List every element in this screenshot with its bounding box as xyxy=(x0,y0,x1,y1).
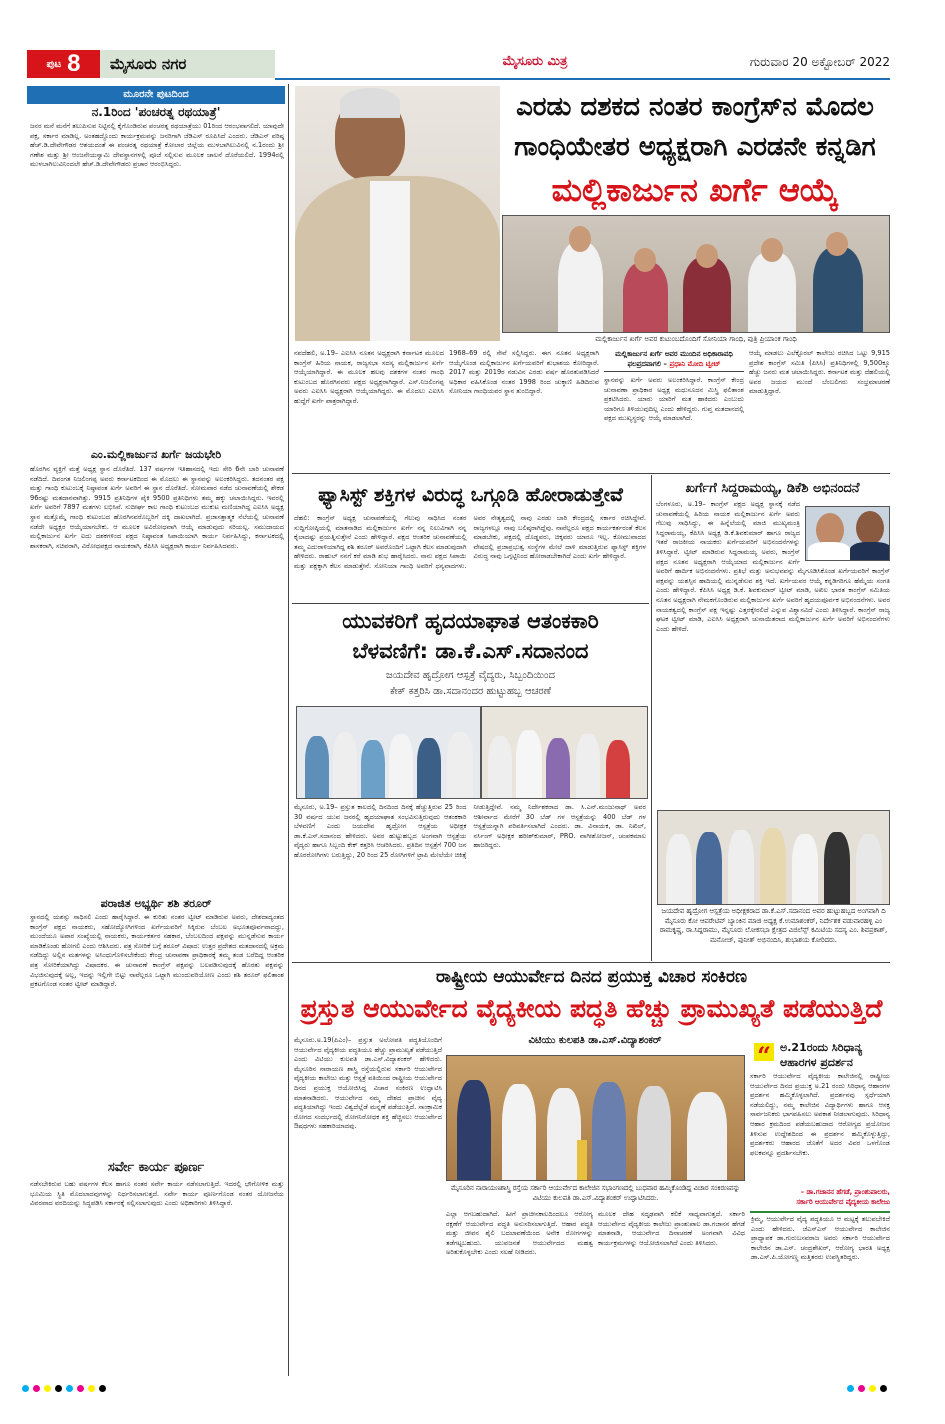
section-divider xyxy=(292,962,890,963)
continued-label: ಮೂರನೇ ಪುಟದಿಂದ xyxy=(123,89,189,100)
lead-headline-line-2: ಗಾಂಧಿಯೇತರ ಅಧ್ಯಕ್ಷರಾಗಿ ಎರಡನೇ ಕನ್ನಡಿಗ xyxy=(514,132,876,162)
left-body-1: ಜನರ ಮನೆ ಮನೆಗೆ ತಲುಪಿಸುವ ನಿಟ್ಟಿನಲ್ಲಿ ಕೈಗೊಂಡಿರುವ ಪಂಚರತ್ನ ರಥಯಾತ್ರೆಯು 01ರಿಂದ ಆರಂಭವಾಗಲಿದೆ. ಯಾವುದೇ ಪಕ್ಷ, ಸರ್ಕಾರ ಮಾಡಿಲ್ಲ. ಅಂತಹದ್ದೊಂದು ಕಾರ್ಯಕ್ರಮವನ್ನು ಜನರಿಗಾಗಿ ಜೆಡಿಎಸ್ ರೂಪಿಸಿದೆ ಎಂದರು. ಜೆಡಿಎಸ್ ವರಿಷ್ಠ ಹೆಚ್.ಡಿ.ದೇವೇಗೌಡರ ಆಶಯದಂತೆ ಈ ಪಂಚರತ್ನ ರಥಯಾತ್ರೆ ಕೋಲಾರ ಜಿಲ್ಲೆಯ ಮುಳಬಾಗಿಲುವಿನಲ್ಲಿ ನ.1ರಂದು ಶ್ರೀ ಗಣೇಶ ಮತ್ತು ಶ್ರೀ ಆಂಜನೇಯಸ್ವಾಮಿ ದೇವಸ್ಥಾನಗಳಲ್ಲಿ ಪೂಜೆ ಸಲ್ಲಿಸುವ ಮೂಲಕ ಚಾಲನೆ ದೊರೆಯಲಿದೆ. 1994ರಲ್ಲಿ ಮುಳಬಾಗಿಲುವಿನಿಂದಲೇ ಹೆಚ್.ಡಿ.ದೇವೇಗೌಡರು ಪ್ರಚಾರ ಆರಂಭಿಸಿದ್ದರು. xyxy=(30,122,284,169)
sadananda-photo-caption: ಜಯದೇವ ಹೃದ್ರೋಗ ಆಸ್ಪತ್ರೆಯ ಅಧೀಕ್ಷಕರಾದ ಡಾ.ಕೆ.ಎಸ್.ಸದಾನಂದ ಅವರ ಹುಟ್ಟುಹಬ್ಬದ ಅಂಗವಾಗಿ ದಿ ಮೈಸೂರು ಕೋ ಆಪರೇಟಿವ್ ಬ್ಯಾಂಕಿನ ಮಾಜಿ ಅಧ್ಯಕ್ಷ ಕೆ.ಉಮಾಶಂಕರ್, ನಿರ್ದೇಶಕ ವಡುವಾರಹಳ್ಳಿ ಎಂ ರಾಮಕೃಷ್ಣ, ರಾ.ಸಿದ್ದರಾಮು, ಮೈಸೂರು ಲೋಕಸಭಾ ಕ್ಷೇತ್ರದ ವಿಜಿಲೆನ್ಸ್ ಕಮಿಟಿಯ ಸದಸ್ಯ ಎಂ. ಶಿವಪ್ರಕಾಶ್, ಮನೋಜ್, ಪುನೀತ್ ಅಭಿನಂದಿಸಿ, ಶುಭಾಶಯ ಕೋರಿದರು. xyxy=(659,907,888,944)
section-divider xyxy=(292,473,890,474)
lead-body-col-4: ಆಯ್ಕೆ ಮಾಡಲು ಎಲೆಕ್ಟೊರಲ್ ಕಾಲೇಜು ರಚಿಸಿದ ಒಟ್ಟು 9,915 ಪ್ರದೇಶ ಕಾಂಗ್ರೆಸ್ ಸಮಿತಿ (ಪಿಸಿಸಿ) ಪ್ರತಿನಿಧಿಗಳಲ್ಲಿ 9,500ಕ್ಕೂ ಹೆಚ್ಚು ಜನರು ಮತ ಚಲಾಯಿಸಿದ್ದರು. ಕರ್ನಾಟಕ ಮತ್ತು ದೆಹಲಿಯಲ್ಲಿ ಅವರ ಜಯದ ಮುಂದೆ ಬೆಂಬಲಿಗರು ಸಂಭ್ರಮಾಚರಣೆ ಮಾಡುತ್ತಿದ್ದಾರೆ. xyxy=(749,349,890,396)
congrats-article xyxy=(656,500,890,805)
ayurveda-body-col-1: ಮೈಸೂರು.ಅ.19(ಪಿಎಂ)– ಪ್ರಸ್ತುತ ಅಲೋಪತಿ ಪದ್ಧತಿಯೊಂದಿಗೆ ಆಯುರ್ವೇದ ವೈದ್ಯಕೀಯ ಪದ್ಧತಿಯೂ ಹೆಚ್ಚು ಪ್ರಾಮುಖ್ಯತೆ ಪಡೆಯುತ್ತಿದೆ ಎಂದು ವಿಟಿಯು ಕುಲಪತಿ ಡಾ.ಎಸ್.ವಿದ್ಯಾಶಂಕರ್ ಹೇಳಿದರು. ಮೈಸೂರಿನ ನಾರಾಯಣ ಶಾಸ್ತ್ರಿ ರಸ್ತೆಯಲ್ಲಿರುವ ಸರ್ಕಾರಿ ಆಯುರ್ವೇದ ವೈದ್ಯಕೀಯ ಕಾಲೇಜು ಮತ್ತು ಆಸ್ಪತ್ರೆ ವತಿಯಿಂದ ರಾಷ್ಟ್ರೀಯ ಆಯುರ್ವೇದ ದಿನದ ಪ್ರಯುಕ್ತ ಆಯೋಜಿಸಿದ್ದ ವಿಚಾರ ಸಂಕಿರಣ ಉದ್ಘಾಟಿಸಿ ಮಾತನಾಡಿದರು. ಆಯುರ್ವೇದ ನಮ್ಮ ದೇಶದ ಪ್ರಾಚೀನ ವೈದ್ಯ ಪದ್ಧತಿಯಾಗಿದ್ದು ಇಂದು ವಿಶ್ವದೆಲ್ಲೆಡೆ ಮನ್ನಣೆ ಪಡೆಯುತ್ತಿದೆ. ಸಾಂಕ್ರಾಮಿಕ ರೋಗದ ಸಂದರ್ಭದಲ್ಲಿ ರೋಗನಿರೋಧಕ ಶಕ್ತಿ ಹೆಚ್ಚಿಸಲು ಆಯುರ್ವೇದ ಔಷಧಗಳು ಸಹಕಾರಿಯಾದವು. xyxy=(294,1036,442,1131)
left-body-4: ನಡೆಸಬೇಕಿರುವ ಬಹು ವರ್ಷಗಳ ಕೆಲಸ ಹಾಗೂ ನಂತರ ಸರ್ವೇ ಕಾರ್ಯ ನಡೆಸಲಾಗುತ್ತಿದೆ. ಇದರಲ್ಲಿ ಭೌಗೋಳಿಕ ಮತ್ತು ಭೂಮಿಯ ಸ್ಥಿತಿ ಮೊದಲಾದವುಗಳನ್ನು ನಿರ್ಧರಿಸಲಾಗುತ್ತದೆ. ಸರ್ವೇ ಕಾರ್ಯ ಪೂರ್ಣಗೊಂಡ ನಂತರ ಯೋಜನೆಯ ವಿವರವಾದ ವರದಿಯನ್ನು ಸಿದ್ಧಪಡಿಸಿ ಸರ್ಕಾರಕ್ಕೆ ಸಲ್ಲಿಸಲಾಗುವುದು ಎಂದು ಅಧಿಕಾರಿಗಳು ತಿಳಿಸಿದ್ದಾರೆ. xyxy=(30,1180,284,1208)
page-number-box xyxy=(27,50,100,78)
lead-photo-caption: ಮಲ್ಲಿಕಾರ್ಜುನ ಖರ್ಗೆ ಅವರ ಕುಟುಂಬದೊಂದಿಗೆ ಸೋನಿಯಾ ಗಾಂಧಿ, ಪುತ್ರಿ ಪ್ರಿಯಾಂಕ ಗಾಂಧಿ xyxy=(595,335,797,343)
ayurveda-headline: ಪ್ರಸ್ತುತ ಆಯುರ್ವೇದ ವೈದ್ಯಕೀಯ ಪದ್ಧತಿ ಹೆಚ್ಚು ಪ್ರಾಮುಖ್ಯತೆ ಪಡೆಯುತ್ತಿದೆ xyxy=(300,994,883,1023)
quote-body: ಸರ್ಕಾರಿ ಆಯುರ್ವೇದ ವೈದ್ಯಕೀಯ ಕಾಲೇಜಿನಲ್ಲಿ ರಾಷ್ಟ್ರೀಯ ಆಯುರ್ವೇದ ದಿನದ ಪ್ರಯುಕ್ತ ಅ.21 ರಂದು ಸಿರಿಧಾನ್ಯ ಆಹಾರಗಳ ಪ್ರದರ್ಶನ ಹಮ್ಮಿಕೊಳ್ಳಲಾಗಿದೆ. ಪ್ರದರ್ಶನವು ಸ್ಪರ್ಧೆಯಾಗಿ ನಡೆಯಲಿದ್ದು, ನಮ್ಮ ಕಾಲೇಜಿನ ವಿದ್ಯಾರ್ಥಿಗಳು ಹಾಗೂ ಆಸಕ್ತ ಸಾರ್ವಜನಿಕರು ಭಾಗವಹಿಸಲು ಅವಕಾಶ ನೀಡಲಾಗುವುದು. ಸಿರಿಧಾನ್ಯ ಆಹಾರ ಕ್ರಮದಿಂದ ಪಡೆಯಬಹುದಾದ ಆರೋಗ್ಯದ ಪ್ರಯೋಜನ ತಿಳಿಸುವ ಉದ್ದೇಶದಿಂದ ಈ ಪ್ರದರ್ಶನ ಹಮ್ಮಿಕೊಳ್ಳುತ್ತಿದ್ದು, ಪ್ರದರ್ಶಕರು ಆಹಾರದ ಜೊತೆಗೆ ಅದರ ವಿವರ ಒಳಗೊಂಡ ಫಲಕವನ್ನೂ ಪ್ರದರ್ಶಿಸಬೇಕು. xyxy=(750,1072,890,1157)
column-divider xyxy=(288,84,289,1376)
color-registration-marks-left xyxy=(20,1377,108,1396)
lead-body-col-2: 1968–69 ರಲ್ಲಿ ಸೇವೆ ಸಲ್ಲಿಸಿದ್ದರು. ಈಗ ನೂತನ ಅಧ್ಯಕ್ಷರಾಗಿ ಆಯ್ಕೆಗೊಂಡ ಮಲ್ಲಿಕಾರ್ಜುನ ಖರ್ಗೆಯವರಿಗೆ ಶುಭಾಶಯ ಕೋರಿದ್ದಾರೆ. 2017 ಮತ್ತು 2019ರ ನಡುವಿನ ಎರಡು ವರ್ಷ ಹೊರತುಪಡಿಸಿದರೆ ಅಧಿಕಾರ ವಹಿಸಿಕೊಂಡ ನಂತರ 1998 ರಿಂದ ಚುಕ್ಕಾಣಿ ಹಿಡಿದಿರುವ ಸೋನಿಯಾ ಗಾಂಧಿಯವರ ಸ್ಥಾನ ತುಂಬಿದ್ದಾರೆ. xyxy=(449,349,599,396)
color-registration-marks-right xyxy=(845,1377,889,1396)
header-rule xyxy=(275,78,890,80)
kharge-portrait-photo xyxy=(295,86,500,341)
millet-quote-box xyxy=(750,1040,890,1213)
page-label: ಪುಟ xyxy=(46,58,62,70)
fascist-headline: ಫ್ಯಾಸಿಸ್ಟ್ ಶಕ್ತಿಗಳ ವಿರುದ್ಧ ಒಗ್ಗೂಡಿ ಹೋರಾಡುತ್ತೇವೆ xyxy=(318,484,623,506)
continued-banner xyxy=(27,86,285,104)
quote-title-line-2: ಆಹಾರಗಳ ಪ್ರದರ್ಶನ xyxy=(780,1056,853,1069)
congrats-body: ಬೆಂಗಳೂರು, ಅ.19– ಕಾಂಗ್ರೆಸ್ ಪಕ್ಷದ ಅಧ್ಯಕ್ಷ ಸ್ಥಾನಕ್ಕೆ ನಡೆದ ಚುನಾವಣೆಯಲ್ಲಿ ಹಿರಿಯ ನಾಯಕ ಮಲ್ಲಿಕಾರ್ಜುನ ಖರ್ಗೆ ಅವರು ಗೆಲುವು ಸಾಧಿಸಿದ್ದು, ಈ ಹಿನ್ನೆಲೆಯಲ್ಲಿ ಮಾಜಿ ಮುಖ್ಯಮಂತ್ರಿ ಸಿದ್ದರಾಮಯ್ಯ, ಕೆಪಿಸಿಸಿ ಅಧ್ಯಕ್ಷ ಡಿ.ಕೆ.ಶಿವಕುಮಾರ್ ಹಾಗೂ ರಾಜ್ಯದ ಇತರೆ ರಾಜಕೀಯ ನಾಯಕರು ಖರ್ಗೆಯವರಿಗೆ ಅಭಿನಂದನೆಗಳನ್ನು ತಿಳಿಸಿದ್ದಾರೆ. ಟ್ವೀಟ್ ಮಾಡಿರುವ ಸಿದ್ದರಾಮಯ್ಯ ಅವರು, ಕಾಂಗ್ರೆಸ್ ಪಕ್ಷದ ನೂತನ ಅಧ್ಯಕ್ಷರಾಗಿ ಆಯ್ಕೆಯಾದ ಮಲ್ಲಿಕಾರ್ಜುನ ಖರ್ಗೆ ಅವರಿಗೆ ಹಾರ್ದಿಕ ಅಭಿನಂದನೆಗಳು. ಪ್ರತಿಭೆ ಮತ್ತು ಅನುಭವವನ್ನು ಮೈಗೂಡಿಸಿಕೊಂಡ ಖರ್ಗೆಯವರಿಗೆ ಕಾಂಗ್ರೆಸ್ ಪಕ್ಷವನ್ನು ಯಶಸ್ಸಿನ ಹಾದಿಯಲ್ಲಿ ಮುನ್ನಡೆಸುವ ಶಕ್ತಿ ಇದೆ. ಖರ್ಗೆಯವರ ಆಯ್ಕೆ ಕನ್ನಡಿಗರಿಗೂ ಹೆಮ್ಮೆಯ ಸಂಗತಿ ಎಂದು ಹೇಳಿದ್ದಾರೆ. ಕೆಪಿಸಿಸಿ ಅಧ್ಯಕ್ಷ ಡಿ.ಕೆ. ಶಿವಕುಮಾರ್ ಟ್ವೀಟ್ ಮಾಡಿ, ಅಖಿಲ ಭಾರತ ಕಾಂಗ್ರೆಸ್ ಸಮಿತಿಯ ನೂತನ ಅಧ್ಯಕ್ಷರಾಗಿ ನೇಮಕಗೊಂಡಿರುವ ಮಲ್ಲಿಕಾರ್ಜುನ ಖರ್ಗೆ ಅವರಿಗೆ ಹೃದಯಪೂರ್ವಕ ಅಭಿನಂದನೆಗಳು. ಅವರ ನಾಯಕತ್ವದಲ್ಲಿ ಕಾಂಗ್ರೆಸ್ ಪಕ್ಷ ಇನ್ನಷ್ಟು ಎತ್ತರಕ್ಕೇರಲಿದೆ ಎನ್ನುವ ವಿಶ್ವಾಸವಿದೆ ಎಂದು ತಿಳಿಸಿದ್ದಾರೆ. ಕಾಂಗ್ರೆಸ್ ರಾಜ್ಯ ಘಟಕ ಟ್ವೀಟ್ ಮಾಡಿ, ಎಐಸಿಸಿ ಅಧ್ಯಕ್ಷರಾಗಿ ಚುನಾಯಿತರಾದ ಮಲ್ಲಿಕಾರ್ಜುನ ಖರ್ಗೆ ಅವರಿಗೆ ಅಭಿನಂದನೆಗಳು ಎಂದು ಹೇಳಿದೆ. xyxy=(656,500,890,633)
congrats-headline: ಖರ್ಗೆಗೆ ಸಿದ್ದರಾಮಯ್ಯ, ಡಿಕೆಶಿ ಅಭಿನಂದನೆ xyxy=(685,481,860,496)
lead-body-col-1: ನವದೆಹಲಿ, ಅ.19– ಎಐಸಿಸಿ ನೂತನ ಅಧ್ಯಕ್ಷರಾಗಿ ಕರ್ನಾಟಕ ಮೂಲದ ಕಾಂಗ್ರೆಸ್ ಹಿರಿಯ ನಾಯಕ, ರಾಜ್ಯಸಭಾ ಸದಸ್ಯ ಮಲ್ಲಿಕಾರ್ಜುನ ಖರ್ಗೆ ಆಯ್ಕೆಯಾಗಿದ್ದಾರೆ. ಈ ಮೂಲಕ ಹಲವು ದಶಕಗಳ ನಂತರ ಗಾಂಧಿ ಕುಟುಂಬದ ಹೊರಗಿನವರು ಪಕ್ಷದ ಅಧ್ಯಕ್ಷರಾಗಿದ್ದಾರೆ. ಎಸ್.ನಿಜಲಿಂಗಪ್ಪ ಅವರು ಎಐಸಿಸಿ ಅಧ್ಯಕ್ಷರಾಗಿ ಆಯ್ಕೆಯಾಗಿದ್ದರು. ಈ ಮೊದಲು ಎಐಸಿಸಿ ಹುದ್ದೆಗೆ ಖರ್ಗೆ ಪಾತ್ರರಾಗಿದ್ದಾರೆ. xyxy=(294,349,444,405)
lead-headline-line-1: ಎರಡು ದಶಕದ ನಂತರ ಕಾಂಗ್ರೆಸ್‌ನ ಮೊದಲ xyxy=(516,92,874,122)
heart-headline-line-2: ಬೆಳವಣಿಗೆ: ಡಾ.ಕೆ.ಎಸ್.ಸದಾನಂದ xyxy=(352,639,589,663)
section-name xyxy=(100,50,275,78)
masthead: ಮೈಸೂರು ಮಿತ್ರ xyxy=(502,54,568,69)
left-subhead-2: ಪರಾಜಿತ ಅಭ್ಯರ್ಥಿ ಶಶಿ ತರೂರ್ xyxy=(100,897,212,910)
ayurveda-body-col-2: ಎಲ್ಲಾ ಆಗಬಹುದಾಗಿದೆ. ಹೀಗೆ ಪ್ರಾಚೀನಕಾಲದಿಂದಲೂ ಆರೋಗ್ಯ ರಕ್ಷಣೆಗೆ ಆಯುರ್ವೇದ ಪದ್ಧತಿ ಅನುಸರಿಸಲಾಗುತ್ತಿದೆ. ಆಹಾರ ಪದ್ಧತಿ ಮತ್ತು ಜೀವನ ಶೈಲಿ ಬದಲಾವಣೆಯಿಂದ ಅನೇಕ ರೋಗಗಳನ್ನು ತಡೆಗಟ್ಟಬಹುದು. ಯುವಜನತೆ ಆಯುರ್ವೇದದ ಮಹತ್ವ ಅರಿತುಕೊಳ್ಳಬೇಕು ಎಂದು ಸಲಹೆ ನೀಡಿದರು. xyxy=(446,1210,593,1257)
ayurveda-photo-caption: ಮೈಸೂರಿನ ನಾರಾಯಣಶಾಸ್ತ್ರಿ ರಸ್ತೆಯ ಸರ್ಕಾರಿ ಆಯುರ್ವೇದ ಕಾಲೇಜಿನ ಸಭಾಂಗಣದಲ್ಲಿ ಬುಧವಾರ ಹಮ್ಮಿಕೊಂಡಿದ್ದ ವಿಚಾರ ಸಂಕಿರಣವನ್ನು ವಿಟಿಯು ಕುಲಪತಿ ಡಾ.ಎಸ್.ವಿದ್ಯಾಶಂಕರ್ ಉದ್ಘಾಟಿಸಿದರು. xyxy=(450,1184,741,1202)
quote-divider xyxy=(750,1211,890,1213)
modi-tweet-credit: ಪ್ರಧಾನಿ ಮೋದಿ ಟ್ವೀಟ್ xyxy=(669,360,721,368)
sadananda-felicitation-photo xyxy=(657,810,890,905)
quote-credit-line-1: – ಡಾ.ಗಜಾನನ ಹೆಗಡೆ, ಪ್ರಾಂಶುಪಾಲರು, xyxy=(800,1188,890,1196)
ayurveda-kicker: ರಾಷ್ಟ್ರೀಯ ಆಯುರ್ವೇದ ದಿನದ ಪ್ರಯುಕ್ತ ವಿಚಾರ ಸಂಕಿರಣ xyxy=(436,967,747,987)
heart-headline-line-1: ಯುವಕರಿಗೆ ಹೃದಯಾಘಾತ ಆತಂಕಕಾರಿ xyxy=(342,609,599,633)
ayurveda-inauguration-photo xyxy=(446,1055,745,1181)
ayurveda-byline: ವಿಟಿಯು ಕುಲಪತಿ ಡಾ.ಎಸ್.ವಿದ್ಯಾಶಂಕರ್ xyxy=(528,1035,662,1046)
jayadeva-staff-photo-2 xyxy=(481,706,648,799)
fascist-body: ದೆಹಲಿ: ಕಾಂಗ್ರೆಸ್ ಅಧ್ಯಕ್ಷ ಚುನಾವಣೆಯಲ್ಲಿ ಗೆಲುವು ಸಾಧಿಸಿದ ನಂತರ ಸುದ್ದಿಗೋಷ್ಠಿಯಲ್ಲಿ ಮಾತನಾಡಿದ ಮಲ್ಲಿಕಾರ್ಜುನ ಖರ್ಗೆ ನನ್ನ ನಿಲುವಿಗಾಗಿ ನನ್ನ ಕೈಲಾದಷ್ಟು ಪ್ರಯತ್ನಿಸುತ್ತೇನೆ ಎಂದು ಹೇಳಿದ್ದಾರೆ. ಪಕ್ಷದ ಆಂತರಿಕ ಚುನಾವಣೆಯಲ್ಲಿ ತಮ್ಮ ಎದುರಾಳಿಯಾಗಿದ್ದ ಶಶಿ ತರೂರ್ ಅವರೊಂದಿಗೆ ಒಟ್ಟಾಗಿ ಕೆಲಸ ಮಾಡುವುದಾಗಿ ಹೇಳಿದರು. ರಾಹುಲ್ ನನಗೆ ಕರೆ ಮಾಡಿ ಶುಭ ಹಾರೈಸಿದರು. ನಾನು ಪಕ್ಷದ ಸಿಪಾಯಿ ಮತ್ತು ಪಕ್ಷಕ್ಕಾಗಿ ಕೆಲಸ ಮಾಡುತ್ತೇನೆ. ಸೋನಿಯಾ ಗಾಂಧಿ ಅವರಿಗೆ ಧನ್ಯವಾದಗಳು. ಅವರ ನೇತೃತ್ವದಲ್ಲಿ ನಾವು ಎರಡು ಬಾರಿ ಕೇಂದ್ರದಲ್ಲಿ ಸರ್ಕಾರ ರಚಿಸಿದ್ದೇವೆ. ರಾಜ್ಯಗಳಲ್ಲೂ ನಾವು ಬಲಿಷ್ಠರಾಗಿದ್ದೆವು. ನಾವೆಲ್ಲರೂ ಪಕ್ಷದ ಕಾರ್ಯಕರ್ತರಂತೆ ಕೆಲಸ ಮಾಡಬೇಕು, ಪಕ್ಷದಲ್ಲಿ ದೊಡ್ಡವರು, ಚಿಕ್ಕವರು ಯಾರೂ ಇಲ್ಲ. ಕೋಮುವಾದದ ವೇಷದಲ್ಲಿ ಪ್ರಜಾಪ್ರಭುತ್ವ ಸಂಸ್ಥೆಗಳ ಮೇಲೆ ದಾಳಿ ಮಾಡುತ್ತಿರುವ ಫ್ಯಾಸಿಸ್ಟ್ ಶಕ್ತಿಗಳ ವಿರುದ್ಧ ನಾವು ಒಗ್ಗಟ್ಟಿನಿಂದ ಹೋರಾಡಬೇಕಾಗಿದೆ ಎಂದು ಖರ್ಗೆ ಹೇಳಿದ್ದಾರೆ. xyxy=(294,514,646,570)
modi-tweet-title: ಮಲ್ಲಿಕಾರ್ಜುನ ಖರ್ಗೆ ಅವರ ಮುಂದಿನ ಅಧಿಕಾರಾವಧಿ ಫಲಪ್ರದವಾಗಲಿ – xyxy=(615,350,733,368)
left-body-2: ಹೊರಗಿನ ವ್ಯಕ್ತಿಗೆ ಮತ್ತೆ ಅಧ್ಯಕ್ಷ ಸ್ಥಾನ ದೊರೆತಿದೆ. 137 ವರ್ಷಗಳ ಇತಿಹಾಸದಲ್ಲಿ ಇದು ಸೇರಿ 6ನೇ ಬಾರಿ ಚುನಾವಣೆ ನಡೆದಿದೆ. ದಿವಂಗತ ನಿಜಲಿಂಗಪ್ಪ ಅವರು ಕರ್ನಾಟಕದಿಂದ ಈ ಮೊದಲು ಈ ಸ್ಥಾನವನ್ನು ಅಲಂಕರಿಸಿದ್ದರು. ತದನಂತರ ಪಕ್ಷ ಮತ್ತು ಗಾಂಧಿ ಕುಟುಂಬಕ್ಕೆ ನಿಷ್ಠಾವಂತ ಖರ್ಗೆ ಅವರಿಗೆ ಈ ಸ್ಥಾನ ದೊರೆತಿದೆ. ಸೋಮವಾರ ನಡೆದ ಚುನಾವಣೆಯಲ್ಲಿ ಶೇಕಡ 96ರಷ್ಟು ಮತದಾನವಾಗಿತ್ತು. 9915 ಪ್ರತಿನಿಧಿಗಳ ಪೈಕಿ 9500 ಪ್ರತಿನಿಧಿಗಳು ತಮ್ಮ ಹಕ್ಕು ಚಲಾಯಿಸಿದ್ದರು. ಇವರಲ್ಲಿ ಖರ್ಗೆ ಅವರಿಗೆ 7897 ಮತಗಳು ಲಭಿಸಿವೆ. ಸುದೀರ್ಘ ಕಾಲ ಗಾಂಧಿ ಕುಟುಂಬದ ಮುಕುಟ ಮಣಿಯಾಗಿದ್ದ ಎಐಸಿಸಿ ಅಧ್ಯಕ್ಷ ಸ್ಥಾನ ಮತ್ತೊಮ್ಮೆ ಗಾಂಧಿ ಕುಟುಂಬದ ಹೊರಗಿನವರೊಬ್ಬರಿಗೆ ದಕ್ಕಿ ದಾಖಲಾಗಿದೆ. ಪ್ರಜಾಸತ್ತಾತ್ಮಕ ನೆಲೆಯಲ್ಲಿ ಚುನಾವಣೆ ನಡೆದೇ ಅಧ್ಯಕ್ಷರ ಆಯ್ಕೆಯಾಗಬೇಕು. ಆ ಮೂಲಕ ಅವಿರೋಧವಾಗಿ ಆಯ್ಕೆ ಮಾಡುವುದು ಸರಿಯಲ್ಲ. ಸಮುದಾಯದ ಮಲ್ಲಿಕಾರ್ಜುನ ಖರ್ಗೆ ಐದು ದಶಕಗಳಿಂದ ಪಕ್ಷದ ನಿಷ್ಠಾವಂತ ಸಿಪಾಯಿಯಾಗಿ ಕಾರ್ಯ ನಿರ್ವಹಿಸಿದ್ದು, ಕರ್ನಾಟಕದಲ್ಲಿ ಶಾಸಕರಾಗಿ, ಸಚಿವರಾಗಿ, ವಿರೋಧಪಕ್ಷದ ನಾಯಕರಾಗಿ, ಕೆಪಿಸಿಸಿ ಅಧ್ಯಕ್ಷರಾಗಿ ಕಾರ್ಯ ನಿರ್ವಹಿಸಿದವರು. xyxy=(30,465,284,550)
quote-mark-icon: “ xyxy=(754,1043,774,1061)
lead-body-col-3: ಸ್ಥಾನವನ್ನು ಖರ್ಗೆ ಅವರು ಅಲಂಕರಿಸಿದ್ದಾರೆ. ಕಾಂಗ್ರೆಸ್ ಕೇಂದ್ರ ಚುನಾವಣಾ ಪ್ರಾಧಿಕಾರ ಅಧ್ಯಕ್ಷ ಮಧುಸೂದನ ಮಿಸ್ತ್ರಿ ಫಲಿತಾಂಶ ಪ್ರಕಟಿಸಿದರು. ಯಾರು ಯಾರಿಗೆ ಮತ ಹಾಕಿದರು ಎಂಬುದು ಯಾರಿಗೂ ತಿಳಿಯುವುದಿಲ್ಲ ಎಂದು ಹೇಳಿದ್ದರು. ಗುಪ್ತ ಮತದಾನದಲ್ಲಿ ಪಕ್ಷದ ಮುಖ್ಯಸ್ಥರನ್ನು ಆಯ್ಕೆ ಮಾಡಲಾಗಿದೆ. xyxy=(604,376,744,423)
left-subhead-3: ಸರ್ವೇ ಕಾರ್ಯ ಪೂರ್ಣ xyxy=(107,1160,205,1175)
jayadeva-staff-photo-1 xyxy=(296,706,481,799)
left-headline: ನ.1ರಿಂದ 'ಪಂಚರತ್ನ ರಥಯಾತ್ರೆ' xyxy=(91,105,221,119)
heart-subhead-line-1: ಜಯದೇವ ಹೃದ್ರೋಗ ಆಸ್ಪತ್ರೆ ವೈದ್ಯರು, ಸಿಬ್ಬಂದಿಯಿಂದ xyxy=(386,670,555,681)
modi-tweet-subhead xyxy=(604,349,744,372)
left-subhead-1: ಎಂ.ಮಲ್ಲಿಕಾರ್ಜುನ ಖರ್ಗೆ ಜಯಭೇರಿ xyxy=(90,448,222,461)
ayurveda-body-col-3: ಮೂಲಕ ದೇಹ ಸದೃಢವಾಗಿ ಕಲಿಕೆ ಸಾಧ್ಯವಾಗುತ್ತದೆ. ಸರ್ಕಾರಿ ಆಯುರ್ವೇದ ವೈದ್ಯಕೀಯ ಕಾಲೇಜು ಪ್ರಾಂಶುಪಾಲ ಡಾ.ಗಜಾನನ ಹೆಗಡೆ ಮಾತನಾಡಿ, ಆಯುರ್ವೇದ ದಿನಾಚರಣೆ ಅಂಗವಾಗಿ ವಿವಿಧ ಕಾರ್ಯಕ್ರಮಗಳನ್ನು ಆಯೋಜಿಸಲಾಗಿದೆ ಎಂದು ತಿಳಿಸಿದರು. xyxy=(598,1210,745,1247)
heart-subhead-line-2: ಕೇಕ್ ಕತ್ತರಿಸಿ ಡಾ.ಸದಾನಂದರ ಹುಟ್ಟುಹಬ್ಬ ಆಚರಣೆ xyxy=(390,686,551,697)
left-body-3: ಸ್ಥಾನದಲ್ಲಿ ಯಶಸ್ಸು ಸಾಧಿಸಲಿ ಎಂದು ಹಾರೈಸಿದ್ದಾರೆ. ಈ ಕುರಿತು ನಂತರ ಟ್ವೀಟ್ ಮಾಡಿರುವ ಅವರು, ದೇಶದಾದ್ಯಂತದ ಕಾಂಗ್ರೆಸ್ ಪಕ್ಷದ ನಾಯಕರು, ಸಹೋದ್ಯೋಗಿಗಳಿಂದ ಖರ್ಗೆಯವರಿಗೆ ಸಿಕ್ಕಿರುವ ಬೆಂಬಲ ಅಭೂತಪೂರ್ವವಾದದ್ದು, ಮುಂದೆಯೂ ಅಪಾರ ಸಂಖ್ಯೆಯಲ್ಲಿ ನಾಯಕರು, ಕಾರ್ಯಕರ್ತರ ಸಹಕಾರ, ಬೆಂಬಲದಿಂದ ಪಕ್ಷವನ್ನು ಮುನ್ನಡೆಸುವ ಕಾರ್ಯ ಮಾಡಿಕೊಂಡು ಹೋಗಲಿ ಎಂದು ಆಶಿಸಿದರು. ಪತ್ರ ಸೋರಿಕೆ ಬಗ್ಗೆ ತರೂರ್ ವಿಷಾದ: ಉತ್ತರ ಪ್ರದೇಶದ ಮತದಾನದಲ್ಲಿ ಅಕ್ರಮ ನಡೆದಿದ್ದು ಅಲ್ಲಿನ ಮತಗಳನ್ನು ಅಸಿಂಧುಗೊಳಿಸಬೇಕೆಂದು ಕೇಂದ್ರ ಚುನಾವಣಾ ಪ್ರಾಧಿಕಾರಕ್ಕೆ ತಮ್ಮ ತಂಡ ಬರೆದಿದ್ದ ಆಂತರಿಕ ಪತ್ರ ಸೋರಿಕೆಯಾಗಿದ್ದು ವಿಷಾದಕರ. ಈ ಚುನಾವಣೆ ಕಾಂಗ್ರೆಸ್ ಪಕ್ಷವನ್ನು ಬಲಪಡಿಸುವುದಕ್ಕೆ ಹೊರತು ಪಕ್ಷವನ್ನು ವಿಭಜಿಸುವುದಕ್ಕೆ ಅಲ್ಲ, ಇದನ್ನು ಇಲ್ಲಿಗೇ ಬಿಟ್ಟು ನಾವೆಲ್ಲರೂ ಒಟ್ಟಾಗಿ ಮುಂದುವರಿಯೋಣ ಎಂದು ಶಶಿ ತರೂರ್ ಫಲಿತಾಂಶ ಪ್ರಕಟಗೊಂಡ ನಂತರ ಟ್ವೀಟ್ ಮಾಡಿದ್ದಾರೆ. xyxy=(30,913,284,989)
page-number: 8 xyxy=(67,50,81,77)
section-divider xyxy=(292,603,649,604)
kharge-family-photo xyxy=(502,215,890,333)
siddaramaiah-dkshivakumar-photo xyxy=(805,506,890,561)
column-divider xyxy=(651,475,652,961)
quote-title-line-1: ಅ.21ರಂದು ಸಿರಿಧಾನ್ಯ xyxy=(780,1041,863,1054)
heart-body: ಮೈಸೂರು, ಅ.19– ಪ್ರಸ್ತುತ ಕಾಲದಲ್ಲಿ ದಿನದಿಂದ ದಿನಕ್ಕೆ ಹೆಚ್ಚುತ್ತಿರುವ 25 ರಿಂದ 30 ವರ್ಷದ ಯುವ ಜನರಲ್ಲಿ ಹೃದಯಾಘಾತ ಸಂಭವಿಸುತ್ತಿರುವುದು ಆತಂಕಕಾರಿ ಬೆಳವಣಿಗೆ ಎಂದು ಜಯದೇವ ಹೃದ್ರೋಗ ಆಸ್ಪತ್ರೆಯ ಅಧೀಕ್ಷಕ ಡಾ.ಕೆ.ಎಸ್.ಸದಾನಂದ ಹೇಳಿದರು. ಅವರ ಹುಟ್ಟುಹಬ್ಬದ ಅಂಗವಾಗಿ ಆಸ್ಪತ್ರೆಯ ವೈದ್ಯರು ಹಾಗೂ ಸಿಬ್ಬಂದಿ ಕೇಕ್ ಕತ್ತರಿಸಿ ಆಚರಿಸಿದರು. ಪ್ರತಿದಿನ ಆಸ್ಪತ್ರೆಗೆ 700 ಜನ ಹೊರರೋಗಿಗಳು ಬರುತ್ತಿದ್ದು, 20 ರಿಂದ 25 ರೋಗಿಗಳಿಗೆ ಟ್ರಾಪಿ ಮೇಲೆಯೇ ಚಿಕಿತ್ಸೆ ನೀಡುತ್ತಿದ್ದೇವೆ. ನಮ್ಮ ನಿರ್ದೇಶಕರಾದ ಡಾ. ಸಿ.ಎನ್.ಮಂಜುನಾಥ್ ಅವರ ಆಶೀರ್ವಾದ ಮೇರೆಗೆ 30 ಬೆಡ್ ಗಳ ಆಸ್ಪತ್ರೆಯನ್ನು 400 ಬೆಡ್ ಗಳ ಆಸ್ಪತ್ರೆಯನ್ನಾಗಿ ಪರಿವರ್ತಿಸಲಾಗಿದೆ ಎಂದರು. ಡಾ. ವಿನಾಯಕ, ಡಾ. ನಿಖಿಲ್, ನರ್ಸಿಂಗ್ ಅಧೀಕ್ಷಕ ಹರೀಶ್‌ಕುಮಾರ್, PRO. ವಾಗೀಶೋಜನ್, ಚಂಪಕಮಾಲ ಹಾಜರಿದ್ದರು. xyxy=(294,803,646,859)
quote-credit-line-2: ಸರ್ಕಾರಿ ಆಯುರ್ವೇದ ವೈದ್ಯಕೀಯ ಕಾಲೇಜು xyxy=(796,1198,890,1206)
issue-date: ಗುರುವಾರ 20 ಅಕ್ಟೋಬರ್ 2022 xyxy=(749,55,890,69)
lead-headline-line-3: ಮಲ್ಲಿಕಾರ್ಜುನ ಖರ್ಗೆ ಆಯ್ಕೆ xyxy=(551,171,839,209)
section-label: ಮೈಸೂರು ನಗರ xyxy=(110,55,187,73)
ayurveda-body-col-4: ಕ್ರಿಮ್ಮ, ಆಯುರ್ವೇದ ವೈದ್ಯ ಪದ್ಧತಿಯೂ ಆ ಮಟ್ಟಕ್ಕೆ ತಲುಪಬೇಕಿದೆ ಎಂದು ಹೇಳಿದರು. ಜೆಎಸ್‌ಎಸ್ ಆಯುರ್ವೇದ ಕಾಲೇಜಿನ ಪ್ರಾಧ್ಯಾಪಕ ಡಾ.ಗುರುಬಸವರಾಜ ಅವರು ಸರ್ಕಾರಿ ಆಯುರ್ವೇದ ಕಾಲೇಜಿನ ಡಾ.ಎಸ್. ಚಂದ್ರಶೇಖರ್, ಆರೋಗ್ಯ ಭಾರತಿ ಅಧ್ಯಕ್ಷ ಡಾ.ಎಸ್.ಪಿ.ಯೋಗಣ್ಣ ಮತ್ತಿತರರು ಉಪಸ್ಥಿತರಿದ್ದರು. xyxy=(751,1215,890,1262)
